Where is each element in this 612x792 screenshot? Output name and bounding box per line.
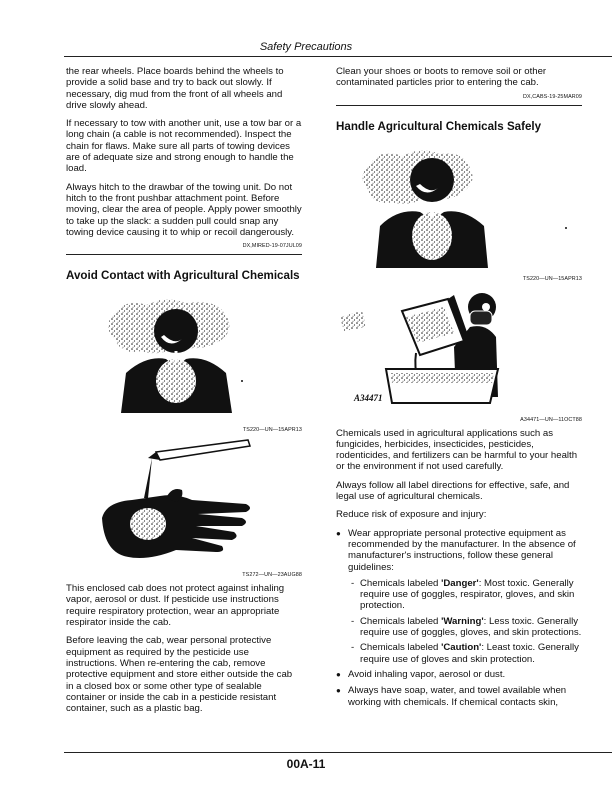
header-rule xyxy=(64,56,612,57)
inhaling-person-icon xyxy=(66,293,302,421)
section-heading-avoid-contact: Avoid Contact with Agricultural Chemicals xyxy=(66,269,300,283)
left-paragraph-4: This enclosed cab does not protect against inhaling vapor, aerosol or dust. If pesticide use instructions require respiratory protection, wear an appropriate respirator inside the cab. xyxy=(66,583,285,629)
left-paragraph-3: Always hitch to the drawbar of the towing unit. Do not hitch to the front pushbar attachment point. Before moving, clear the area of people. Apply power smoothly to take up the slack: a sudden pull could snap any towing device causing it to whip or recoil dangerously. xyxy=(66,181,302,238)
inhaling-person-icon xyxy=(336,144,582,272)
sub-item-warning xyxy=(336,616,582,639)
sub-item-prefix: Chemicals labeled xyxy=(360,577,442,589)
sub-item-text: : Less toxic. Generally require use of goggles, gloves, and skin protections. xyxy=(360,615,582,639)
bullet-text: Wear appropriate personal protective equipment as recommended by the manufacturer. In the absence of manufacturer's instructions, follow these general guidelines: xyxy=(348,527,576,573)
section-heading-handle-safely: Handle Agricultural Chemicals Safely xyxy=(336,119,542,133)
right-column xyxy=(336,66,582,713)
footer-rule xyxy=(64,752,612,753)
left-paragraph-5: Before leaving the cab, wear personal protective equipment as required by the pesticide use instructions. When re-entering the cab, remove protective equipment and store either outside the cab in a closed box or some other type of sealable container or inside the cab in a pesticide resistant container, such as a plastic bag. xyxy=(66,635,293,715)
warning-label: 'Warning' xyxy=(441,615,484,627)
sub-item-caution xyxy=(336,642,582,665)
danger-label: 'Danger' xyxy=(441,577,479,589)
sub-item-text: : Most toxic. Generally require use of goggles, respirator, gloves, and skin protection. xyxy=(360,577,575,612)
sub-item-text: : Least toxic. Generally require use of gloves and skin protection. xyxy=(360,642,579,665)
sub-item-prefix: Chemicals labeled xyxy=(360,615,442,627)
figure-caption-4: A34471—UN—11OCT88 xyxy=(520,416,582,423)
bullet-text: Avoid inhaling vapor, aerosol or dust. xyxy=(348,668,506,680)
section-rule xyxy=(66,254,302,255)
section-rule xyxy=(336,105,582,106)
right-reference-code-1: DX,CABS-19-25MAR09 xyxy=(522,93,582,100)
respiration-illustration-2 xyxy=(336,144,582,272)
left-paragraph-1: the rear wheels. Place boards behind the wheels to provide a solid base and try to back out slowly. If necessary, dig mud from the front of all wheels and drive slowly ahead. xyxy=(66,66,284,111)
sub-item-danger xyxy=(336,578,582,612)
bullet-item-3 xyxy=(336,685,582,708)
page-header: Safety Precautions xyxy=(259,41,353,53)
left-reference-code-1: DX,MIRED-19-07JUL09 xyxy=(242,243,302,250)
figure-caption-3: TS220—UN—15APR13 xyxy=(522,275,582,282)
caution-label: 'Caution' xyxy=(441,642,482,654)
right-paragraph-1: Clean your shoes or boots to remove soil or other contaminated particles prior to entering the cab. xyxy=(336,66,547,89)
page-number: 00A-11 xyxy=(286,757,326,771)
left-paragraph-2: If necessary to tow with another unit, use a tow bar or a long chain (a cable is not recommended). Inspect the chain for flaws. Make sure all parts of towing devices are of adequate size and strong enough to handle the load. xyxy=(66,118,302,175)
left-column xyxy=(66,66,302,721)
bullet-item-2 xyxy=(336,669,582,680)
sub-item-prefix: Chemicals labeled xyxy=(360,642,442,654)
bullet-item-1 xyxy=(336,528,582,573)
bullet-text: Always have soap, water, and towel available when working with chemicals. If chemical contacts skin, xyxy=(348,685,567,708)
right-paragraph-2: Chemicals used in agricultural applications such as fungicides, herbicides, insecticides, pesticides, rodenticides, and fertilizers can be harmful to your health or the environment if not used carefully. xyxy=(336,427,578,473)
figure-caption-2: TS272—UN—23AUG88 xyxy=(242,572,302,579)
right-paragraph-3: Always follow all label directions for effective, safe, and legal use of agricultural chemicals. xyxy=(336,479,570,503)
respiration-illustration xyxy=(66,293,302,421)
pouring-chemical-illustration xyxy=(336,287,582,413)
figure-caption-1: TS220—UN—15APR13 xyxy=(242,427,302,434)
right-paragraph-4: Reduce risk of exposure and injury: xyxy=(336,509,487,521)
hand-chemical-illustration xyxy=(66,438,302,568)
figure-label: A34471 xyxy=(354,392,383,403)
hand-contact-icon xyxy=(66,438,302,568)
